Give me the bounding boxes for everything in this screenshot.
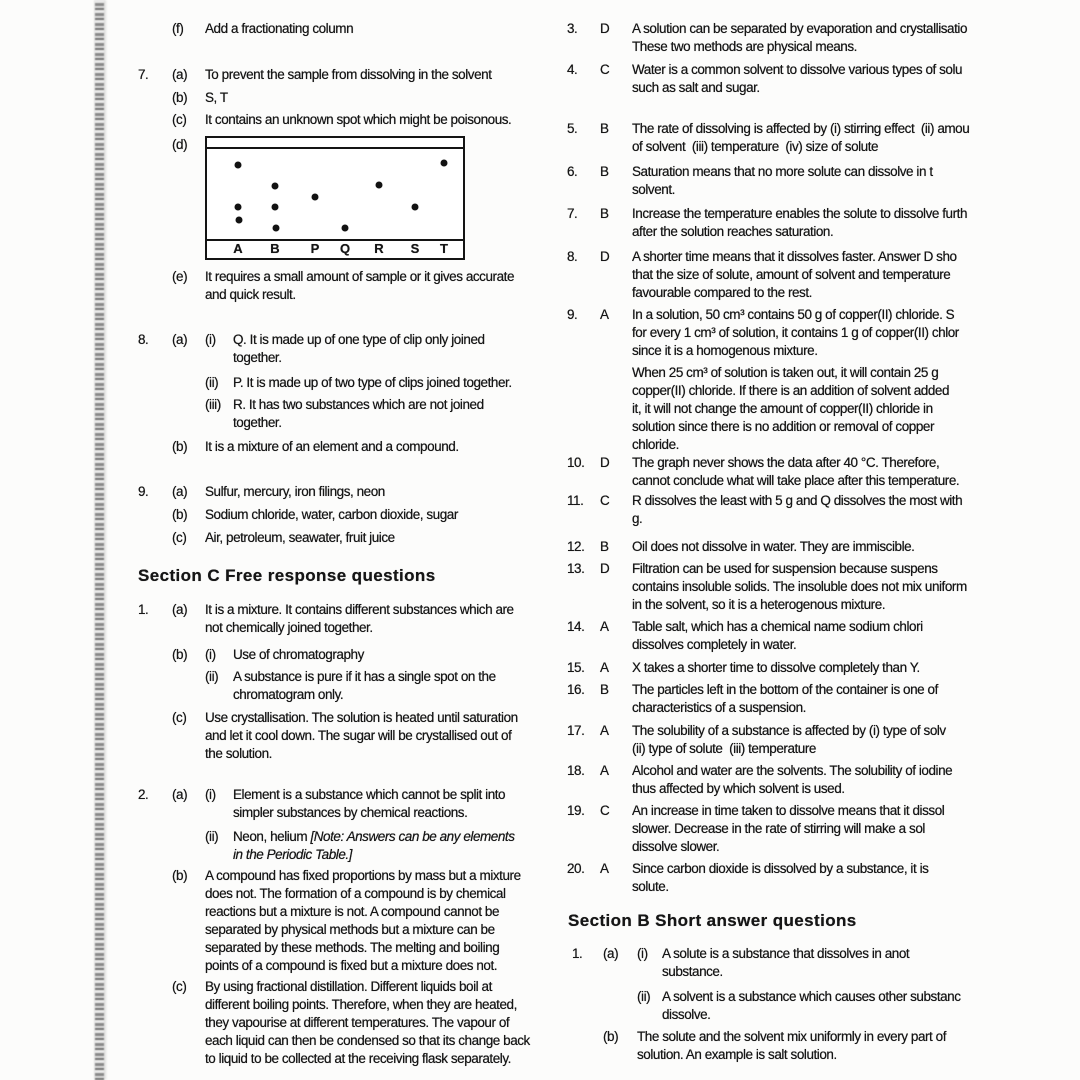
question-number: 14. xyxy=(567,619,585,634)
answer-text: R. It has two substances which are not joined together. xyxy=(233,397,484,430)
chromatogram-spot-B xyxy=(273,225,280,232)
question-number: 16. xyxy=(567,682,585,697)
answer-row xyxy=(138,529,540,547)
part-label: (e) xyxy=(172,269,188,284)
lane-label-R: R xyxy=(374,241,384,256)
part-label: (b) xyxy=(172,90,188,105)
answer-letter: A xyxy=(600,619,609,634)
answer-text: A solvent is a substance which causes other substanc dissolve. xyxy=(662,989,961,1022)
answer-text: By using fractional distillation. Different liquids boil at different boiling points. Therefore, when they are heated, they vapourise at different temperatures. The vapour of each liquid can then be condensed so that its change back to liquid to be collected at the receiving flask separately. xyxy=(205,979,530,1066)
answer-row xyxy=(138,268,540,304)
chromatogram-spot-R xyxy=(376,182,383,189)
answer-text: Saturation means that no more solute can dissolve in t solvent. xyxy=(632,164,933,197)
answer-row xyxy=(138,709,540,763)
part-label: (c) xyxy=(172,530,187,545)
answer-text: It requires a small amount of sample or it gives accurate and quick result. xyxy=(205,269,514,302)
answer-letter: A xyxy=(600,307,609,322)
answer-text: The solute and the solvent mix uniformly in every part of solution. An example is salt solution. xyxy=(637,1029,947,1062)
answer-row-diagram xyxy=(138,136,540,260)
part-label: (a) xyxy=(172,787,188,802)
answer-row xyxy=(138,89,540,107)
answer-letter: B xyxy=(600,682,609,697)
answer-letter: A xyxy=(600,861,609,876)
chromatogram-spot-S xyxy=(412,204,419,211)
question-number: 7. xyxy=(567,206,578,221)
question-number: 11. xyxy=(567,493,584,508)
question-number: 2. xyxy=(138,787,149,802)
answer-row xyxy=(138,978,540,1068)
question-number: 12. xyxy=(567,539,585,554)
answer-text: Increase the temperature enables the solute to dissolve furth after the solution reaches saturation. xyxy=(632,206,968,239)
part-label: (d) xyxy=(172,137,188,152)
section-heading: Section B Short answer questions xyxy=(568,911,857,930)
lane-label-P: P xyxy=(310,241,320,256)
answer-row xyxy=(562,163,1030,199)
left-column xyxy=(138,0,540,1068)
question-number: 6. xyxy=(567,164,578,179)
part-label: (b) xyxy=(172,507,188,522)
answer-row xyxy=(562,945,1030,981)
answer-row xyxy=(562,988,1030,1024)
part-label: (b) xyxy=(603,1029,619,1044)
answer-text: It is a mixture of an element and a compound. xyxy=(205,439,459,454)
answer-text: Sulfur, mercury, iron filings, neon xyxy=(205,484,385,499)
answer-row xyxy=(138,867,540,975)
answer-text: Table salt, which has a chemical name sodium chlori dissolves completely in water. xyxy=(632,619,923,652)
answer-text: The graph never shows the data after 40 °C. Therefore, cannot conclude what will take place after this temperature. xyxy=(632,455,960,488)
binding-edge xyxy=(95,0,104,1080)
question-number: 19. xyxy=(567,803,585,818)
answer-row xyxy=(562,120,1030,156)
answer-row xyxy=(562,205,1030,241)
question-number: 10. xyxy=(567,455,585,470)
answer-row xyxy=(562,722,1030,758)
answer-text: Add a fractionating column xyxy=(205,21,354,36)
answer-text xyxy=(233,828,540,864)
answer-row xyxy=(562,560,1030,614)
question-number: 1. xyxy=(572,946,583,961)
chromatogram-spot-Q xyxy=(342,225,349,232)
answer-row xyxy=(562,681,1030,717)
answer-row xyxy=(562,248,1030,302)
answer-text: The solubility of a substance is affected by (i) type of solv (ii) type of solute (iii) temperature xyxy=(632,723,946,756)
chromatogram-diagram xyxy=(205,136,465,260)
lane-label-T: T xyxy=(440,241,448,256)
lane-label-Q: Q xyxy=(339,241,351,256)
answer-text: It is a mixture. It contains different substances which are not chemically joined together. xyxy=(205,602,514,635)
question-number: 8. xyxy=(567,249,578,264)
question-number: 9. xyxy=(138,484,149,499)
answer-text: A substance is pure if it has a single spot on the chromatogram only. xyxy=(233,669,496,702)
answer-letter: A xyxy=(600,763,609,778)
answer-text: A compound has fixed proportions by mass but a mixture does not. The formation of a compound is by chemical reactions but a mixture is not. A compound cannot be separated by physical methods but a mixture can be separated by these methods. The melting and boiling points of a compound is fixed but a mixture does not. xyxy=(205,868,521,973)
part-label: (b) xyxy=(172,647,188,662)
answer-text: Oil does not dissolve in water. They are immiscible. xyxy=(632,539,915,554)
answer-row xyxy=(138,668,540,704)
answer-row xyxy=(138,828,540,864)
answer-text: A solution can be separated by evaporation and crystallisatio These two methods are physical means. xyxy=(632,21,968,54)
answer-text: A solute is a substance that dissolves in anot substance. xyxy=(662,946,910,979)
answer-text: Filtration can be used for suspension because suspens contains insoluble solids. The insoluble does not mix uniform in the solvent, so it is a heterogenous mixture. xyxy=(632,561,967,612)
answer-row xyxy=(138,483,540,501)
answer-letter: D xyxy=(600,21,610,36)
answer-row xyxy=(562,1028,1030,1064)
chromatogram-spot-A xyxy=(236,217,243,224)
question-number: 4. xyxy=(567,62,578,77)
part-label: (a) xyxy=(172,602,188,617)
question-number: 15. xyxy=(567,660,585,675)
part-label: (c) xyxy=(172,112,187,127)
answer-row xyxy=(562,659,1030,677)
part-label: (c) xyxy=(172,710,187,725)
sub-label: (ii) xyxy=(205,829,219,844)
answer-letter: C xyxy=(600,803,610,818)
chromatogram-spot-A xyxy=(235,204,242,211)
question-number: 1. xyxy=(138,602,149,617)
part-label: (a) xyxy=(172,332,188,347)
answer-letter: B xyxy=(600,121,609,136)
answer-row xyxy=(562,454,1030,490)
answer-text: It contains an unknown spot which might be poisonous. xyxy=(205,112,512,127)
baseline-label-strip-line xyxy=(207,239,463,241)
answer-text: Alcohol and water are the solvents. The solubility of iodine thus affected by which solvent is used. xyxy=(632,763,953,796)
answer-letter: D xyxy=(600,561,610,576)
answer-text: Sodium chloride, water, carbon dioxide, sugar xyxy=(205,507,458,522)
answer-row xyxy=(138,374,540,392)
lane-label-A: A xyxy=(233,241,243,256)
answer-row xyxy=(138,786,540,822)
answer-letter: C xyxy=(600,62,610,77)
sub-label: (ii) xyxy=(637,989,651,1004)
part-label: (a) xyxy=(172,67,188,82)
answer-letter: D xyxy=(600,249,610,264)
part-label: (c) xyxy=(172,979,187,994)
sub-label: (ii) xyxy=(205,669,219,684)
part-label: (b) xyxy=(172,439,188,454)
answer-row xyxy=(562,306,1030,360)
answer-letter: B xyxy=(600,539,609,554)
lane-label-S: S xyxy=(410,241,420,256)
answer-text: In a solution, 50 cm³ contains 50 g of copper(II) chloride. S for every 1 cm³ of solution, it contains 1 g of copper(II) chlor since it is a homogenous mixture. xyxy=(632,307,959,358)
question-number: 8. xyxy=(138,332,149,347)
answer-row xyxy=(138,438,540,456)
question-number: 7. xyxy=(138,67,149,82)
chromatogram-spot-P xyxy=(312,194,319,201)
answer-row xyxy=(138,20,540,38)
answer-text: Air, petroleum, seawater, fruit juice xyxy=(205,530,395,545)
sub-label: (i) xyxy=(205,332,216,347)
question-number: 20. xyxy=(567,861,585,876)
answer-row xyxy=(138,601,540,637)
chromatogram-spot-A xyxy=(235,162,242,169)
answer-text: R dissolves the least with 5 g and Q dissolves the most with g. xyxy=(632,493,963,526)
answer-text-segment: Neon, helium xyxy=(233,829,311,844)
part-label: (a) xyxy=(172,484,188,499)
part-label: (a) xyxy=(603,946,619,961)
sub-label: (i) xyxy=(205,647,216,662)
answer-row xyxy=(138,66,540,84)
answer-row xyxy=(138,396,540,432)
question-number: 3. xyxy=(567,21,578,36)
answer-text: P. It is made up of two type of clips joined together. xyxy=(233,375,512,390)
answer-row xyxy=(138,506,540,524)
answer-row xyxy=(562,364,1030,454)
sub-label: (ii) xyxy=(205,375,219,390)
sub-label: (iii) xyxy=(205,397,221,412)
answer-letter: B xyxy=(600,164,609,179)
question-number: 5. xyxy=(567,121,578,136)
answer-letter: D xyxy=(600,455,610,470)
answer-text: Water is a common solvent to dissolve various types of solu such as salt and sugar. xyxy=(632,62,963,95)
right-column xyxy=(562,0,1030,1064)
answer-text: X takes a shorter time to dissolve completely than Y. xyxy=(632,660,920,675)
answer-row xyxy=(138,111,540,129)
lane-label-B: B xyxy=(270,241,280,256)
answer-text: The rate of dissolving is affected by (i) stirring effect (ii) amou of solvent (iii) temperature (iv) size of solute xyxy=(632,121,970,154)
answer-row xyxy=(562,762,1030,798)
section-heading: Section C Free response questions xyxy=(138,566,436,585)
answer-row xyxy=(562,492,1030,528)
answer-letter: A xyxy=(600,723,609,738)
question-number: 17. xyxy=(567,723,585,738)
solvent-front-line xyxy=(207,147,463,149)
answer-row xyxy=(562,860,1030,896)
answer-text: Use of chromatography xyxy=(233,647,364,662)
answer-text: An increase in time taken to dissolve means that it dissol slower. Decrease in the rate of stirring will make a sol dissolve slower. xyxy=(632,803,945,854)
answer-letter: C xyxy=(600,493,610,508)
sub-label: (i) xyxy=(205,787,216,802)
answer-text: The particles left in the bottom of the container is one of characteristics of a suspension. xyxy=(632,682,938,715)
part-label: (b) xyxy=(172,868,188,883)
answer-text: Use crystallisation. The solution is heated until saturation and let it cool down. The sugar will be crystallised out of the solution. xyxy=(205,710,518,761)
answer-text-note-italic: [Note: Answers can be any elements in the Periodic Table.] xyxy=(233,829,515,862)
sub-label: (i) xyxy=(637,946,648,961)
question-number: 13. xyxy=(567,561,585,576)
answer-letter: B xyxy=(600,206,609,221)
question-number: 18. xyxy=(567,763,585,778)
answer-row xyxy=(562,802,1030,856)
answer-letter: A xyxy=(600,660,609,675)
answer-text: Q. It is made up of one type of clip only joined together. xyxy=(233,332,485,365)
chromatogram-spot-B xyxy=(272,183,279,190)
answer-row xyxy=(562,538,1030,556)
answer-text: Element is a substance which cannot be split into simpler substances by chemical reactions. xyxy=(233,787,506,820)
answer-row xyxy=(138,331,540,367)
chromatogram-spot-T xyxy=(441,160,448,167)
chromatogram-spot-B xyxy=(272,204,279,211)
answer-text: A shorter time means that it dissolves faster. Answer D sho that the size of solute, amount of solvent and temperature favourable compared to the rest. xyxy=(632,249,957,300)
answer-row xyxy=(562,20,1030,56)
question-number: 9. xyxy=(567,307,578,322)
answer-text: To prevent the sample from dissolving in the solvent xyxy=(205,67,492,82)
answer-row xyxy=(562,618,1030,654)
answer-row xyxy=(562,61,1030,97)
answer-text: Since carbon dioxide is dissolved by a substance, it is solute. xyxy=(632,861,929,894)
answer-text: When 25 cm³ of solution is taken out, it will contain 25 g copper(II) chloride. If there is an addition of solvent added it, it will not change the amount of copper(II) chloride in solution since there is no addition or removal of copper chloride. xyxy=(632,365,950,452)
answer-row xyxy=(138,646,540,664)
part-label: (f) xyxy=(172,21,184,36)
answer-text: S, T xyxy=(205,90,228,105)
